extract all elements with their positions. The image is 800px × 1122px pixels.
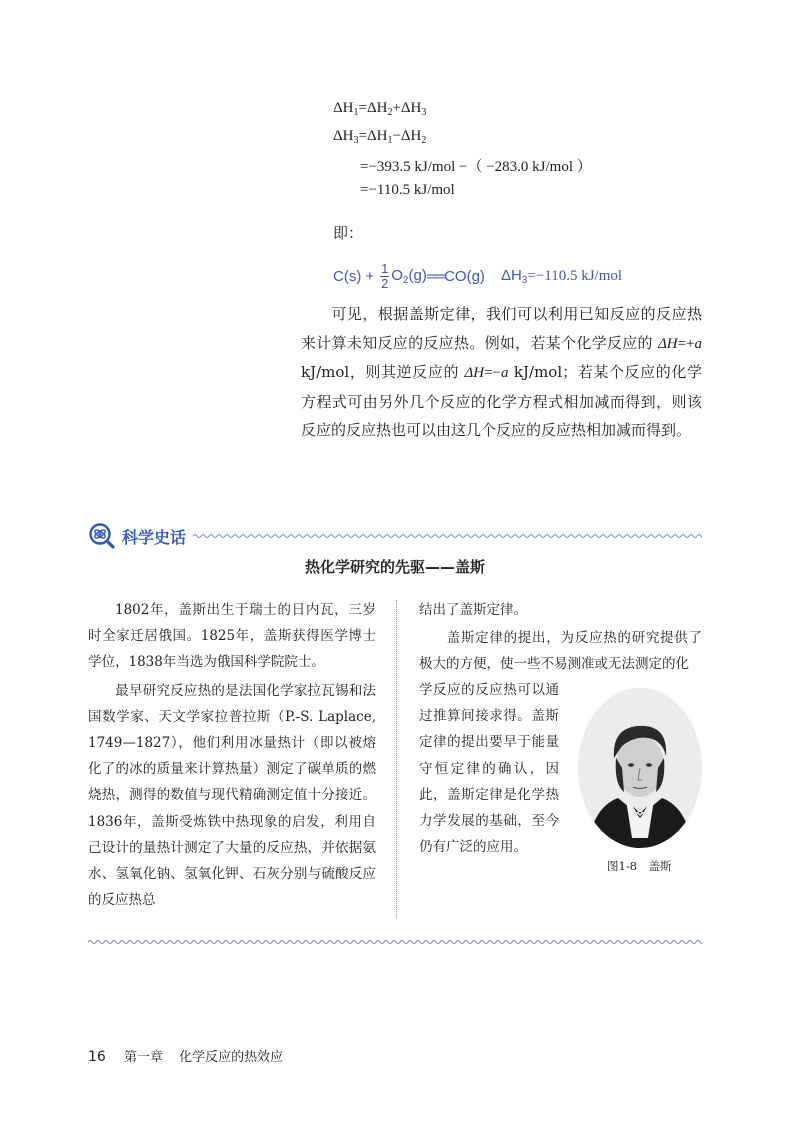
portrait-illustration [578, 688, 702, 848]
ji-label: 即： [333, 224, 364, 242]
reaction-product: CO(g) [444, 267, 485, 285]
atom-magnifier-icon [88, 522, 116, 550]
hess-law-paragraph [301, 300, 702, 445]
page-footer [88, 1046, 283, 1065]
half-fraction [380, 262, 389, 291]
fraction-numerator: 1 [381, 260, 389, 276]
paragraph-text-3: kJ/mol；若某个反应的化学方程式可由另外几个反应的化学方程式相加减而得到，则该反应的反应热也可以由这几个反应的反应热相加减而得到。 [301, 363, 702, 440]
reaction-lhs: C(s) + [333, 267, 375, 285]
story-right-paragraph-2: 盖斯定律的提出，为反应热的研究提供了极大的方便，使一些不易测准或无法测定的化 [419, 630, 702, 673]
eq1-equals: = [358, 100, 367, 116]
thermochemical-equation [333, 258, 622, 294]
story-right-paragraph-2-wrap: 学反应的反应热可以通过推算间接求得。盖斯定律的提出要早于能量守恒定律的确认，因此，盖斯定律是化学热力学发展的基础，至今仍有广泛的应用。 [419, 682, 559, 856]
section-title: 科学史话 [122, 528, 187, 547]
hess-portrait [578, 688, 702, 848]
sign-plus: =+ [677, 335, 695, 352]
paragraph-text-1: 可见，根据盖斯定律，我们可以利用已知反应的反应热来计算未知反应的反应热。例如，若某个化学反应的 [301, 305, 702, 352]
figure-caption: 图1-8 盖斯 [607, 859, 672, 873]
fraction-denominator: 2 [381, 275, 389, 291]
wave-divider-top [193, 532, 702, 540]
eq1-term-b: $\Delta H_3$ [400, 100, 427, 118]
page-number: 16 [88, 1049, 106, 1065]
sign-minus: =− [484, 365, 502, 382]
equation-line-1 [333, 100, 426, 118]
delta-h-2: ΔH [464, 365, 485, 382]
section-header [88, 521, 702, 551]
equation-line-3: =−393.5 kJ/mol −（ −283.0 kJ/mol ） [360, 159, 592, 175]
column-divider [396, 600, 397, 918]
eq1-lhs: $\Delta H_1$ [333, 100, 359, 118]
chapter-title: 化学反应的热效应 [179, 1050, 284, 1065]
eq2-term-a: $\Delta H_1$ [366, 128, 393, 146]
eq2-equals: = [358, 128, 367, 144]
eq2-lhs: $\Delta H_3$ [333, 128, 359, 146]
story-title: 热化学研究的先驱——盖斯 [304, 558, 485, 576]
eq1-term-a: $\Delta H_2$ [366, 100, 393, 118]
paragraph-text-2: kJ/mol，则其逆反应的 [301, 363, 465, 382]
story-left-column [88, 597, 376, 913]
oxygen-term: $O_2(g)$ [391, 266, 427, 286]
story-right-paragraph-1: 结出了盖斯定律。 [419, 602, 527, 618]
story-left-paragraph-1: 1802年，盖斯出生于瑞士的日内瓦，三岁时全家迁居俄国。1825年，盖斯获得医学博士学位，1838年当选为俄国科学院院士。 [88, 602, 376, 671]
story-right-column [419, 597, 702, 678]
eq2-term-b: $\Delta H_2$ [400, 128, 427, 146]
eq1-op: + [392, 100, 401, 116]
delta-h-1: ΔH [657, 335, 678, 352]
equation-line-4: =−110.5 kJ/mol [360, 182, 455, 198]
reaction-equals-arrow: ══ [426, 267, 445, 285]
variable-a-2: a [501, 365, 509, 382]
story-left-paragraph-2: 最早研究反应热的是法国化学家拉瓦锡和法国数学家、天文学家拉普拉斯（P.-S. Laplace, 1749—1827），他们利用冰量热计（即以被熔化了的冰的质量来计算热量）测定了碳单质的燃烧热，测得的数值与现代精确测定值十分接近。1836年，盖斯受炼铁中热现象的启发，利用自己设计的量热计测定了大量的反应热，并依据氨水、氢氧化钠、氢氧化钾、石灰分别与硫酸反应的反应热总 [88, 682, 376, 909]
chapter-label: 第一章 [123, 1050, 163, 1065]
equation-line-2 [333, 128, 426, 146]
variable-a-1: a [694, 335, 702, 352]
eq2-op: − [392, 128, 401, 144]
reaction-enthalpy: $\Delta H_3=-110.5$ kJ/mol [500, 266, 623, 286]
wave-divider-bottom [88, 938, 702, 946]
